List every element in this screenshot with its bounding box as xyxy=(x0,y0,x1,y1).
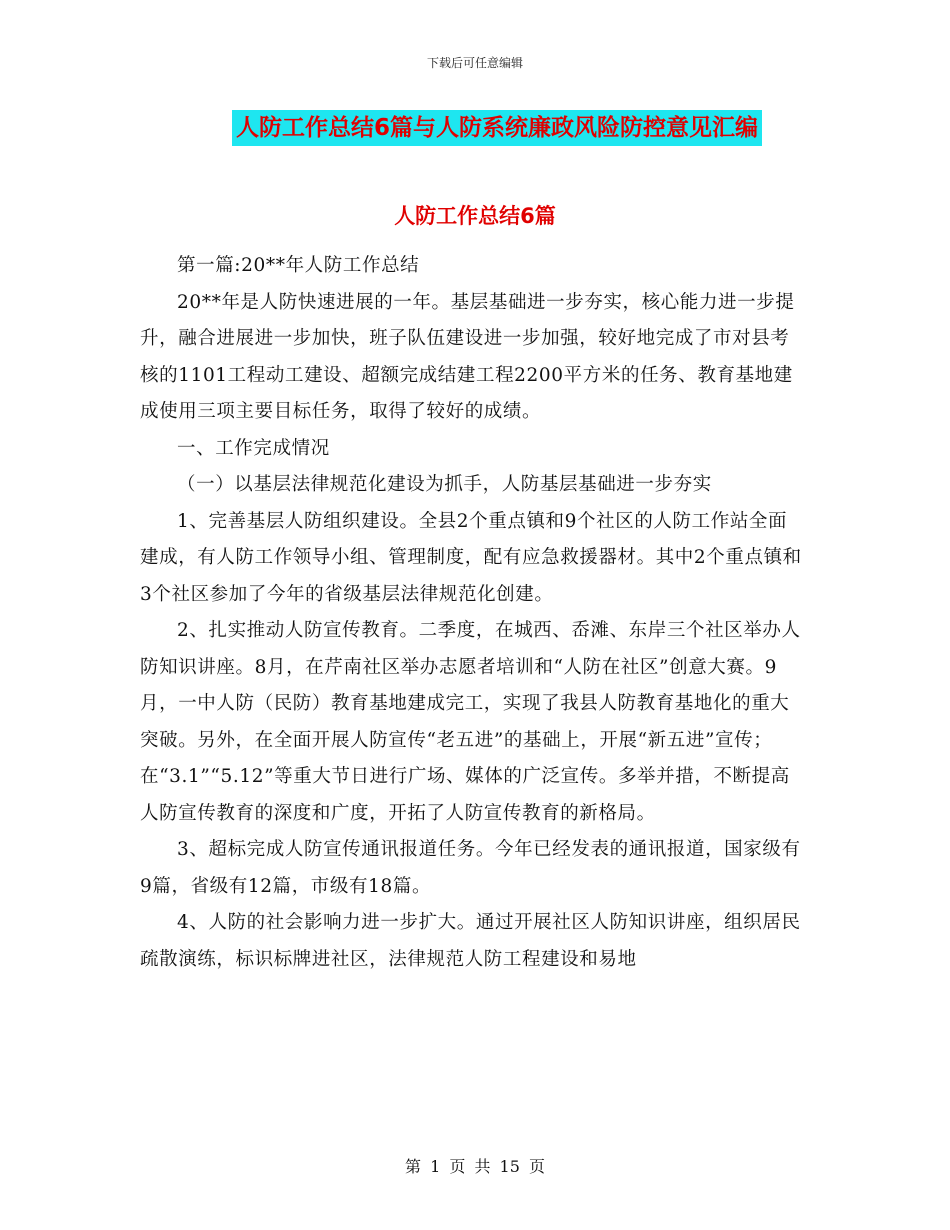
paragraph-chapter-heading: 第一篇:20**年人防工作总结 xyxy=(177,255,420,276)
paragraph-subsection-heading: （一）以基层法律规范化建设为抓手，人防基层基础进一步夯实 xyxy=(177,474,712,495)
page-number-footer: 第 1 页 共 15 页 xyxy=(405,1157,545,1176)
paragraph-intro: 20**年是人防快速进展的一年。基层基础进一步夯实，核心能力进一步提升，融合进展进一步加快，班子队伍建设进一步加强，较好地完成了市对县考核的1101工程动工建设、超额完成结建工程2200平方米的任务、教育基地建成使用三项主要目标任务，取得了较好的成绩。 xyxy=(140,291,795,422)
document-body xyxy=(140,248,805,978)
document-title-container xyxy=(0,110,950,146)
page-header-note: 下载后可任意编辑 xyxy=(426,56,523,70)
paragraph-section-heading: 一、工作完成情况 xyxy=(177,437,330,459)
paragraph-item-3: 3、超标完成人防宣传通讯报道任务。今年已经发表的通讯报道，国家级有9篇，省级有12篇，市级有18篇。 xyxy=(140,839,801,897)
paragraph-item-2: 2、扎实推动人防宣传教育。二季度，在城西、岙滩、东岸三个社区举办人防知识讲座。8月，在芹南社区举办志愿者培训和“人防在社区”创意大赛。9月，一中人防（民防）教育基地建成完工，实现了我县人防教育基地化的重大突破。另外，在全面开展人防宣传“老五进”的基础上，开展“新五进”宣传；在“3.1”“5.12”等重大节日进行广场、媒体的广泛宣传。多举并措，不断提高人防宣传教育的深度和广度，开拓了人防宣传教育的新格局。 xyxy=(140,620,801,824)
section-title: 人防工作总结6篇 xyxy=(394,204,556,228)
document-title: 人防工作总结6篇与人防系统廉政风险防控意见汇编 xyxy=(232,110,762,146)
paragraph-item-1: 1、完善基层人防组织建设。全县2个重点镇和9个社区的人防工作站全面建成，有人防工作领导小组、管理制度，配有应急救援器材。其中2个重点镇和3个社区参加了今年的省级基层法律规范化创建。 xyxy=(140,510,802,605)
paragraph-item-4: 4、人防的社会影响力进一步扩大。通过开展社区人防知识讲座，组织居民疏散演练，标识标牌进社区，法律规范人防工程建设和易地 xyxy=(140,912,801,970)
